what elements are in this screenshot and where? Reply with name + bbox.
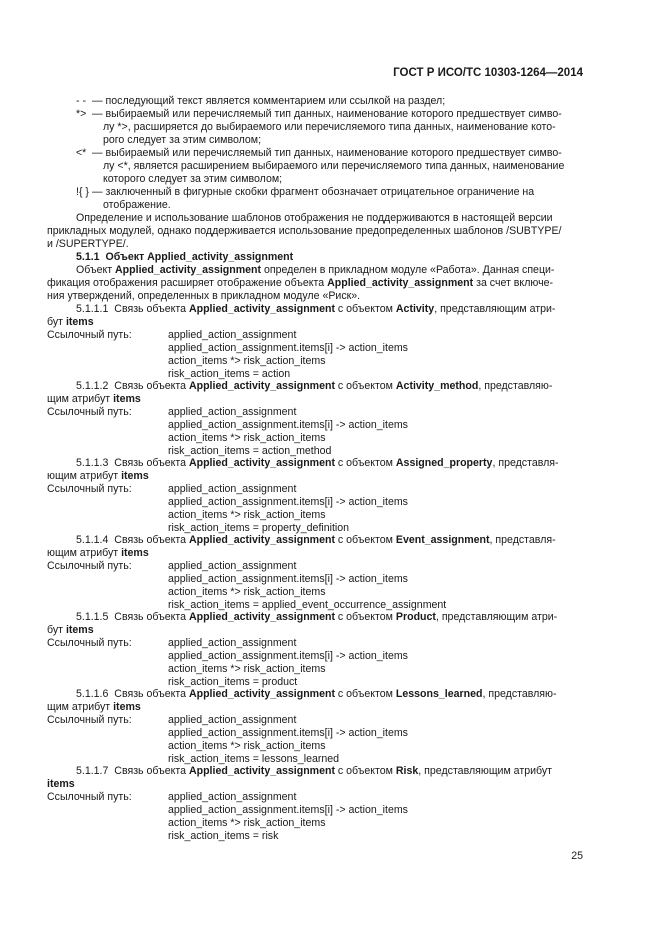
tail-text: , представля- bbox=[492, 457, 559, 469]
legend-symbol: - - bbox=[76, 95, 86, 107]
para-text: ния утверждений, определенных в прикладном модуле «Риск». bbox=[47, 290, 361, 302]
with-object: с объектом bbox=[334, 380, 396, 392]
subsection-heading-cont bbox=[47, 470, 149, 483]
subsection-number: 5.1.1.5 bbox=[76, 611, 109, 623]
subsection-number: 5.1.1.4 bbox=[76, 534, 109, 546]
path-label: Ссылочный путь: bbox=[47, 405, 132, 418]
path-line: applied_action_assignment.items[i] -> action_items bbox=[168, 726, 408, 739]
legend-text: лу *>, расширяется до выбираемого или перечисляемого типа данных, наименование кото- bbox=[103, 121, 556, 133]
assoc-prefix: Связь объекта bbox=[114, 303, 189, 315]
attribute-name: items bbox=[113, 392, 141, 405]
object-name: Applied_activity_assignment bbox=[188, 611, 335, 623]
path-line: applied_action_assignment bbox=[168, 559, 297, 572]
legend-text: — заключенный в фигурные скобки фрагмент обозначает отрицательное ограничение на bbox=[92, 186, 535, 198]
path-line: action_items *> risk_action_items bbox=[168, 354, 326, 367]
tail-text: щим атрибут bbox=[47, 392, 114, 405]
para-text: Объект bbox=[76, 264, 116, 276]
page-number: 25 bbox=[571, 850, 583, 862]
subsection-heading-cont bbox=[47, 624, 94, 637]
subsection-heading bbox=[76, 380, 552, 393]
path-line: risk_action_items = product bbox=[168, 675, 298, 688]
path-line: applied_action_assignment bbox=[168, 790, 297, 803]
subsection-heading bbox=[76, 534, 556, 547]
with-object: с объектом bbox=[334, 688, 396, 700]
tail-text: бут bbox=[47, 623, 66, 636]
path-line: action_items *> risk_action_items bbox=[168, 431, 326, 444]
path-line: action_items *> risk_action_items bbox=[168, 585, 326, 598]
subsection-number: 5.1.1.7 bbox=[76, 765, 109, 777]
path-line: action_items *> risk_action_items bbox=[168, 816, 326, 829]
target-object: Product bbox=[395, 611, 436, 623]
tail-text: , представляющим атрибут bbox=[418, 765, 552, 777]
path-line: applied_action_assignment.items[i] -> action_items bbox=[168, 803, 408, 816]
section-heading bbox=[76, 251, 293, 264]
legend-text: — последующий текст является комментарием или ссылкой на раздел; bbox=[92, 95, 446, 107]
path-line: action_items *> risk_action_items bbox=[168, 662, 326, 675]
object-name: Applied_activity_assignment bbox=[115, 264, 262, 276]
object-name: Applied_activity_assignment bbox=[188, 457, 335, 469]
section-number: 5.1.1 bbox=[76, 251, 100, 263]
subsection-heading bbox=[76, 303, 555, 316]
target-object: Risk bbox=[395, 765, 419, 777]
legend-symbol: *> bbox=[76, 108, 87, 120]
legend-text: — выбираемый или перечисляемый тип данных, наименование которого предшествует симво- bbox=[92, 108, 562, 120]
target-object: Event_assignment bbox=[395, 534, 490, 546]
tail-text: ющим атрибут bbox=[47, 546, 122, 559]
legend-text: лу <*, является расширением выбираемого или перечисляемого типа данных, наименование bbox=[103, 160, 565, 172]
subsection-number: 5.1.1.3 bbox=[76, 457, 109, 469]
path-line: risk_action_items = property_definition bbox=[168, 521, 350, 534]
subsection-heading bbox=[76, 688, 557, 701]
assoc-prefix: Связь объекта bbox=[114, 380, 189, 392]
assoc-prefix: Связь объекта bbox=[114, 765, 189, 777]
assoc-prefix: Связь объекта bbox=[114, 534, 189, 546]
tail-text: бут bbox=[47, 315, 66, 328]
tail-text: щим атрибут bbox=[47, 700, 114, 713]
legend-text: рого следует за этим символом; bbox=[103, 134, 262, 146]
path-line: risk_action_items = applied_event_occurrence_assignment bbox=[168, 598, 447, 611]
target-object: Activity bbox=[395, 303, 435, 315]
assoc-prefix: Связь объекта bbox=[114, 688, 189, 700]
legend-symbol: !{ } bbox=[76, 186, 89, 198]
subsection-heading bbox=[76, 457, 559, 470]
path-line: applied_action_assignment bbox=[168, 405, 297, 418]
assoc-prefix: Связь объекта bbox=[114, 611, 189, 623]
subsection-heading-cont bbox=[47, 393, 141, 406]
tail-text: ющим атрибут bbox=[47, 469, 122, 482]
attribute-name: items bbox=[121, 469, 149, 482]
attribute-name: items bbox=[47, 777, 75, 790]
subsection-heading bbox=[76, 611, 557, 624]
path-label: Ссылочный путь: bbox=[47, 328, 132, 341]
subsection-number: 5.1.1.1 bbox=[76, 303, 109, 315]
path-line: applied_action_assignment.items[i] -> action_items bbox=[168, 418, 408, 431]
tail-text: , представляю- bbox=[482, 688, 557, 700]
legend-text: отображение. bbox=[103, 199, 171, 211]
attribute-name: items bbox=[113, 700, 141, 713]
with-object: с объектом bbox=[334, 534, 396, 546]
legend-text: — выбираемый или перечисляемый тип данных, наименование которого предшествует симво- bbox=[92, 147, 562, 159]
path-line: action_items *> risk_action_items bbox=[168, 739, 326, 752]
object-name: Applied_activity_assignment bbox=[188, 380, 335, 392]
path-line: applied_action_assignment bbox=[168, 328, 297, 341]
para-text: определен в прикладном модуле «Работа». Данная специ- bbox=[261, 264, 555, 276]
path-line: applied_action_assignment bbox=[168, 636, 297, 649]
attribute-name: items bbox=[121, 546, 149, 559]
attribute-name: items bbox=[65, 315, 94, 328]
object-name: Applied_activity_assignment bbox=[327, 277, 474, 289]
object-name: Applied_activity_assignment bbox=[188, 303, 335, 315]
subsection-number: 5.1.1.2 bbox=[76, 380, 109, 392]
path-label: Ссылочный путь: bbox=[47, 636, 132, 649]
path-line: applied_action_assignment bbox=[168, 482, 297, 495]
tail-text: , представляющим атри- bbox=[435, 611, 558, 623]
tail-text: , представляющим атри- bbox=[434, 303, 556, 315]
target-object: Assigned_property bbox=[395, 457, 493, 469]
object-name: Applied_activity_assignment bbox=[188, 534, 335, 546]
intro-line: прикладных модулей, однако поддерживается использование предопределенных шаблонов /SUBTYPE/ bbox=[47, 225, 562, 237]
subsection-heading-cont bbox=[47, 701, 141, 714]
object-name: Applied_activity_assignment bbox=[188, 765, 335, 777]
para-text: фикация отображения расширяет отображение объекта bbox=[47, 277, 328, 289]
path-line: risk_action_items = action bbox=[168, 367, 291, 380]
legend-symbol: <* bbox=[76, 147, 87, 159]
target-object: Activity_method bbox=[395, 380, 479, 392]
section-title: Объект Applied_activity_assignment bbox=[105, 251, 294, 263]
para-text: за счет включе- bbox=[473, 277, 554, 289]
with-object: с объектом bbox=[334, 611, 396, 623]
with-object: с объектом bbox=[334, 303, 396, 315]
with-object: с объектом bbox=[334, 765, 396, 777]
assoc-prefix: Связь объекта bbox=[114, 457, 189, 469]
target-object: Lessons_learned bbox=[395, 688, 483, 700]
path-line: risk_action_items = lessons_learned bbox=[168, 752, 340, 765]
path-line: risk_action_items = risk bbox=[168, 829, 279, 842]
path-label: Ссылочный путь: bbox=[47, 482, 132, 495]
subsection-heading-cont bbox=[47, 316, 94, 329]
tail-text: , представля- bbox=[489, 534, 556, 546]
path-label: Ссылочный путь: bbox=[47, 713, 132, 726]
intro-line: Определение и использование шаблонов отображения не поддерживаются в настоящей версии bbox=[76, 212, 553, 224]
with-object: с объектом bbox=[334, 457, 396, 469]
intro-line: и /SUPERTYPE/. bbox=[47, 238, 129, 250]
subsection-number: 5.1.1.6 bbox=[76, 688, 109, 700]
subsection-heading-cont bbox=[47, 547, 149, 560]
path-line: applied_action_assignment.items[i] -> action_items bbox=[168, 495, 408, 508]
path-label: Ссылочный путь: bbox=[47, 559, 132, 572]
attribute-name: items bbox=[65, 623, 94, 636]
tail-text: , представляю- bbox=[478, 380, 553, 392]
document-header: ГОСТ Р ИСО/ТС 10303-1264—2014 bbox=[393, 67, 583, 79]
legend-text: которого следует за этим символом; bbox=[103, 173, 283, 185]
path-line: applied_action_assignment.items[i] -> action_items bbox=[168, 341, 408, 354]
path-label: Ссылочный путь: bbox=[47, 790, 132, 803]
path-line: applied_action_assignment.items[i] -> action_items bbox=[168, 572, 408, 585]
path-line: risk_action_items = action_method bbox=[168, 444, 332, 457]
path-line: applied_action_assignment bbox=[168, 713, 297, 726]
subsection-heading-cont bbox=[47, 778, 75, 791]
path-line: applied_action_assignment.items[i] -> action_items bbox=[168, 649, 408, 662]
subsection-heading bbox=[76, 765, 552, 778]
object-name: Applied_activity_assignment bbox=[188, 688, 335, 700]
path-line: action_items *> risk_action_items bbox=[168, 508, 326, 521]
